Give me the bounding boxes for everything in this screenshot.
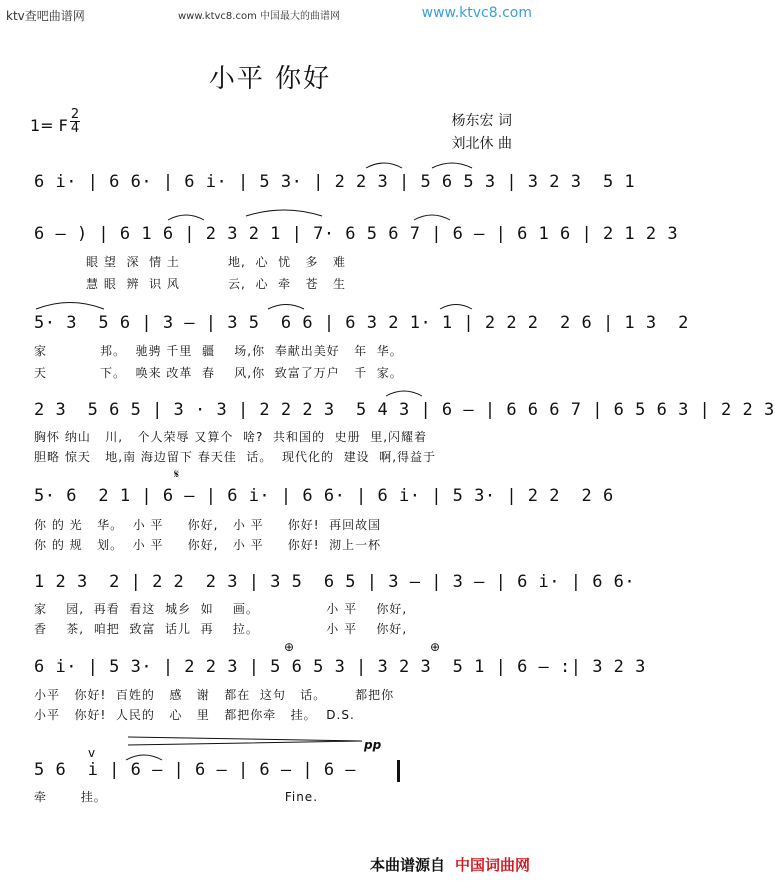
source-label: 本曲谱源自 <box>369 856 445 874</box>
notation-row-4: 2 3 5 6 5 | 3 · 3 | 2 2 2 3 5 4 3 | 6 – | 6 6 6 7 | 6 5 6 3 | 2 2 3 <box>34 400 775 420</box>
site-header-url: www.ktvc8.com 中国最大的曲谱网 <box>178 11 341 22</box>
lyric-row-4-verse-1: 胸怀 纳山 川, 个人荣辱 又算个 啥? 共和国的 史册 里,闪耀着 <box>34 430 428 444</box>
final-barline <box>397 760 400 782</box>
source-brand: 中国词曲网 <box>454 856 530 874</box>
lyric-row-7-verse-1: 小平 你好! 百姓的 感 谢 都在 这句 话。 都把你 <box>34 688 395 702</box>
notation-row-8: 5 6 i | 6 – | 6 – | 6 – | 6 – <box>34 760 357 780</box>
notation-row-2: 6 – ) | 6 1 6 | 2 3 2 1 | 7· 6 5 6 7 | 6 – | 6 1 6 | 2 1 2 3 <box>34 224 679 244</box>
lyric-row-6-verse-1: 家 园, 再看 看这 城乡 如 画。 小 平 你好, <box>34 602 408 616</box>
lyricist-credit: 杨东宏 词 <box>451 113 512 129</box>
breath-mark: v <box>88 746 96 760</box>
song-title: 小平 你好 <box>208 64 332 94</box>
lyric-row-2-verse-2: 慧 眼 辨 识 风 云, 心 牵 苍 生 <box>86 277 346 291</box>
source-footer <box>370 854 530 875</box>
lyric-row-5-verse-2: 你 的 规 划。 小 平 你好, 小 平 你好! 沏上一杯 <box>34 538 382 552</box>
notation-row-1: 6 i· | 6 6· | 6 i· | 5 3· | 2 2 3 | 5 6 5 3 | 3 2 3 5 1 <box>34 172 636 192</box>
notation-row-3: 5· 3 5 6 | 3 – | 3 5 6 6 | 6 3 2 1· 1 | 2 2 2 2 6 | 1 3 2 <box>34 313 689 333</box>
coda-icon-2: ⊕ <box>430 640 441 654</box>
segno-icon: 𝄋 <box>174 467 180 481</box>
lyric-row-3-verse-1: 家 邦。 驰骋 千里 疆 场,你 奉献出美好 年 华。 <box>34 344 403 358</box>
coda-icon: ⊕ <box>284 640 295 654</box>
time-signature <box>70 108 80 135</box>
notation-row-7: 6 i· | 5 3· | 2 2 3 | 5 6 5 3 | 3 2 3 5 1 | 6 – :| 3 2 3 <box>34 657 646 677</box>
time-signature-top: 2 <box>70 107 80 122</box>
lyric-row-8: 牵 挂。 Fine. <box>34 790 319 804</box>
site-header-left: ktv查吧曲谱网 <box>6 9 85 23</box>
lyric-row-4-verse-2: 胆略 惊天 地,南 海边留下 春天佳 话。 现代化的 建设 啊,得益于 <box>34 450 437 464</box>
key-signature: 1= F <box>30 116 68 135</box>
lyric-row-5-verse-1: 你 的 光 华。 小 平 你好, 小 平 你好! 再回故国 <box>34 518 382 532</box>
lyric-row-2-verse-1: 眼 望 深 情 土 地, 心 忧 多 难 <box>86 255 346 269</box>
lyric-row-3-verse-2: 天 下。 唤来 改革 春 风,你 致富了万户 千 家。 <box>34 366 403 380</box>
lyric-row-6-verse-2: 香 茶, 咱把 致富 话儿 再 拉。 小 平 你好, <box>34 622 408 636</box>
notation-row-6: 1 2 3 2 | 2 2 2 3 | 3 5 6 5 | 3 – | 3 – | 6 i· | 6 6· <box>34 572 636 592</box>
lyric-row-7-verse-2: 小平 你好! 人民的 心 里 都把你牵 挂。 D.S. <box>34 708 355 722</box>
dynamic-marking: pp <box>364 738 382 752</box>
composer-credit: 刘北休 曲 <box>451 136 512 152</box>
time-signature-bottom: 4 <box>70 121 80 136</box>
notation-row-5: 5· 6 2 1 | 6 – | 6 i· | 6 6· | 6 i· | 5 3· | 2 2 2 6 <box>34 486 614 506</box>
site-header-right: www.ktvc8.com <box>421 5 532 21</box>
